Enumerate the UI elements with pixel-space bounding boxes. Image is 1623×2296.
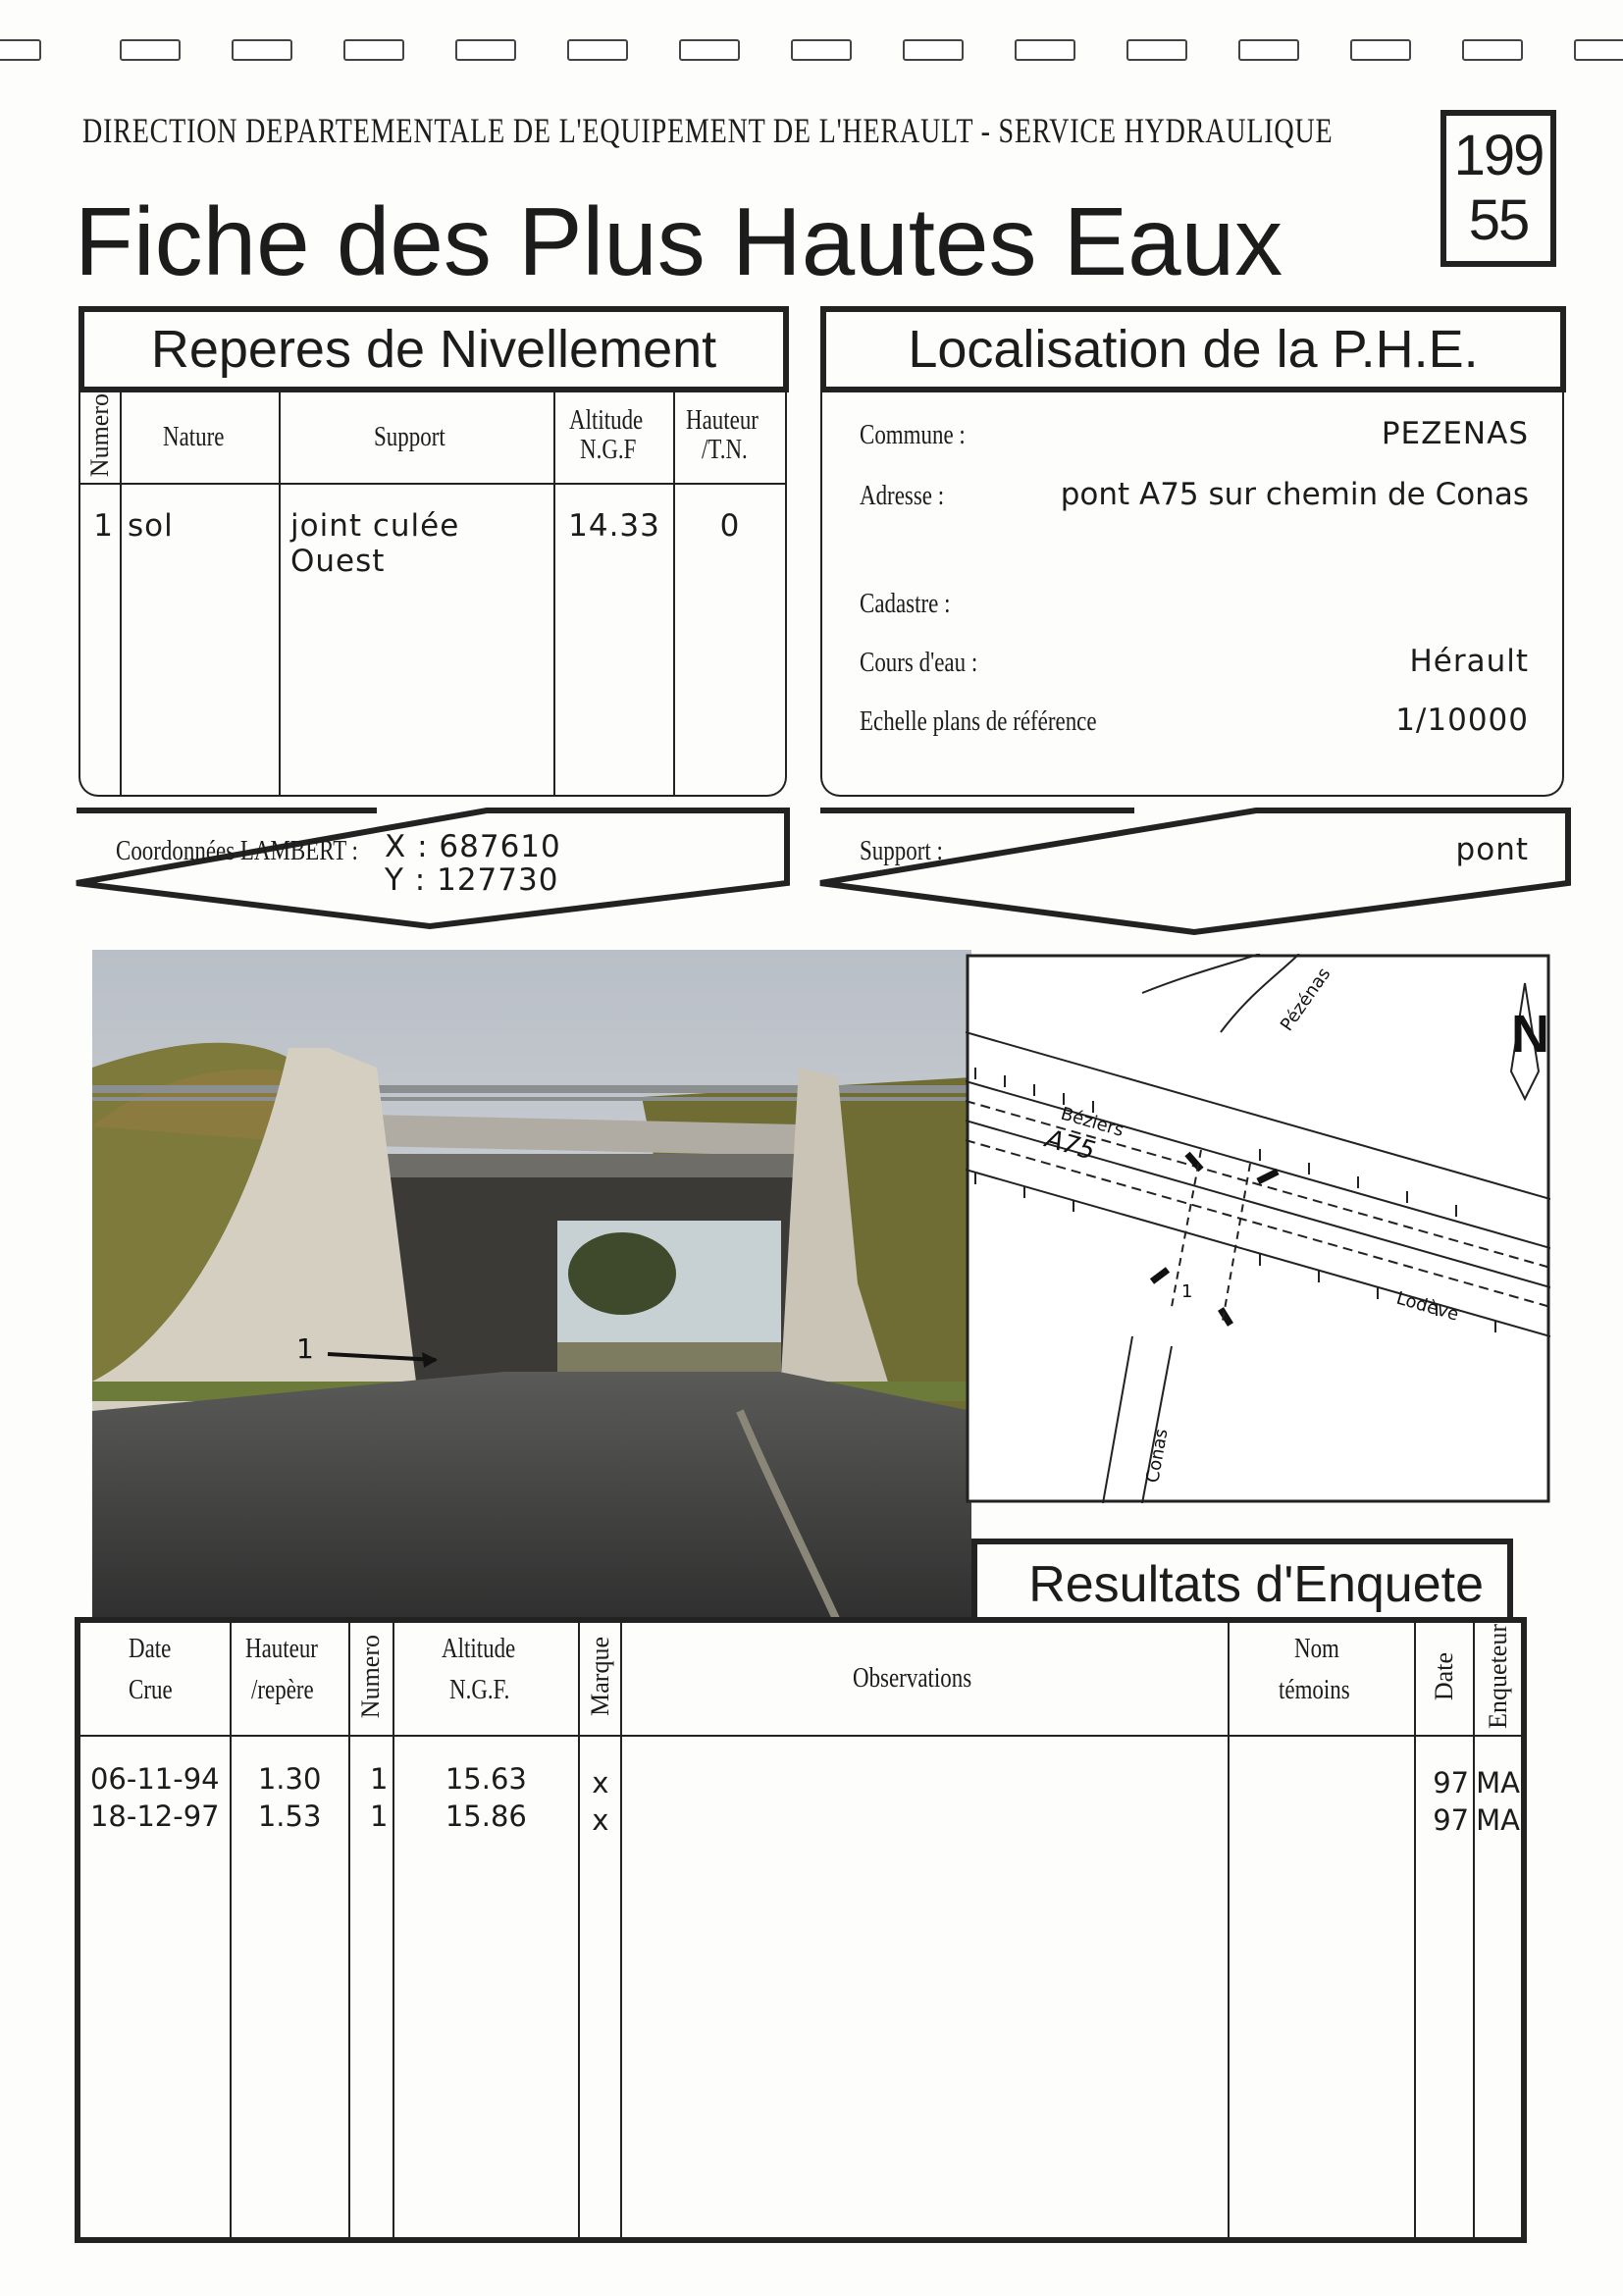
row-hauteur: 1.53 <box>257 1799 322 1833</box>
bridge-photo <box>92 950 971 1623</box>
col-date-crue-header: Date Crue <box>80 1623 231 1736</box>
col-enqueteur-header: Enqueteur <box>1474 1623 1521 1736</box>
col-hauteur-header: Hauteur /T.N. <box>674 392 785 484</box>
row-date: 97 <box>1433 1765 1470 1800</box>
row-date-crue: 18-12-97 <box>89 1799 220 1833</box>
row-numero: 1 <box>370 1761 389 1796</box>
photo-marker: 1 <box>296 1332 314 1365</box>
row-enqueteur: MA <box>1476 1765 1520 1800</box>
reperes-section-title: Reperes de Nivellement <box>79 306 789 392</box>
adresse-label: Adresse : <box>860 481 945 511</box>
organisation-header: DIRECTION DEPARTEMENTALE DE L'EQUIPEMENT DE L'HERAULT - SERVICE HYDRAULIQUE <box>82 111 1334 150</box>
col-numero-header: Numero <box>349 1623 393 1736</box>
row-date-crue: 06-11-94 <box>89 1761 220 1796</box>
sheet-number-bottom: 55 <box>1468 188 1529 252</box>
col-temoins-header: Nom témoins <box>1229 1623 1414 1736</box>
map-label-lodeve: Lodève <box>1393 1287 1461 1326</box>
y-value: 127730 <box>437 862 559 898</box>
north-label: N <box>1511 1005 1549 1064</box>
table-rows-body <box>80 1736 1521 2237</box>
row-enqueteur: MA <box>1476 1802 1520 1837</box>
adresse-value: pont A75 sur chemin de Conas <box>1060 477 1529 512</box>
localisation-section-title: Localisation de la P.H.E. <box>820 306 1566 392</box>
map-label-beziers: Béziers <box>1058 1103 1126 1141</box>
row-marque: x <box>592 1802 609 1837</box>
x-label: X : <box>385 829 429 864</box>
sheet-number-box <box>1440 110 1556 267</box>
col-marque-header: Marque <box>579 1623 621 1736</box>
location-map <box>966 954 1550 1503</box>
row-altitude: 15.86 <box>445 1799 527 1833</box>
map-label-pezenas: Pézénas <box>1276 964 1335 1035</box>
page-title: Fiche des Plus Hautes Eaux <box>75 187 1283 295</box>
reperes-table-frame <box>79 392 787 797</box>
table-row: 1 sol joint culée Ouest 14.33 0 <box>80 484 785 795</box>
binder-holes <box>0 39 1623 61</box>
echelle-label: Echelle plans de référence <box>860 706 1097 737</box>
commune-label: Commune : <box>860 420 966 450</box>
col-nature-header: Nature <box>121 392 280 484</box>
cours-eau-label: Cours d'eau : <box>860 648 978 678</box>
commune-value: PEZENAS <box>1381 416 1529 451</box>
reperes-table <box>80 392 785 795</box>
col-altitude-header: Altitude N.G.F <box>554 392 674 484</box>
cours-eau-value: Hérault <box>1409 644 1529 679</box>
support-value: pont <box>1455 832 1529 867</box>
col-numero-header: Numero <box>80 392 121 484</box>
cadastre-label: Cadastre : <box>860 589 951 619</box>
echelle-value: 1/10000 <box>1395 703 1529 738</box>
lambert-label: Coordonnées LAMBERT : <box>116 836 358 866</box>
col-observations-header: Observations <box>621 1623 1229 1736</box>
col-hauteur-header: Hauteur /repère <box>231 1623 349 1736</box>
support-label: Support : <box>860 836 943 866</box>
map-marker: 1 <box>1181 1281 1193 1302</box>
col-date-header: Date <box>1415 1623 1474 1736</box>
row-marque: x <box>592 1765 609 1800</box>
resultats-table <box>80 1623 1521 2237</box>
sheet-number-top: 199 <box>1453 124 1544 187</box>
row-date: 97 <box>1433 1802 1470 1837</box>
row-numero: 1 <box>370 1799 389 1833</box>
resultats-section-title: Resultats d'Enquete <box>971 1539 1513 1621</box>
map-label-conas: Conas <box>1142 1427 1173 1485</box>
col-support-header: Support <box>280 392 554 484</box>
row-altitude: 15.63 <box>445 1761 527 1796</box>
y-label: Y : <box>385 862 427 898</box>
resultats-frame <box>75 1617 1527 2243</box>
row-hauteur: 1.30 <box>257 1761 322 1796</box>
col-altitude-header: Altitude N.G.F. <box>393 1623 580 1736</box>
x-value: 687610 <box>439 829 561 864</box>
lambert-coordinates <box>385 830 561 897</box>
map-label-a75: A75 <box>1042 1123 1099 1167</box>
